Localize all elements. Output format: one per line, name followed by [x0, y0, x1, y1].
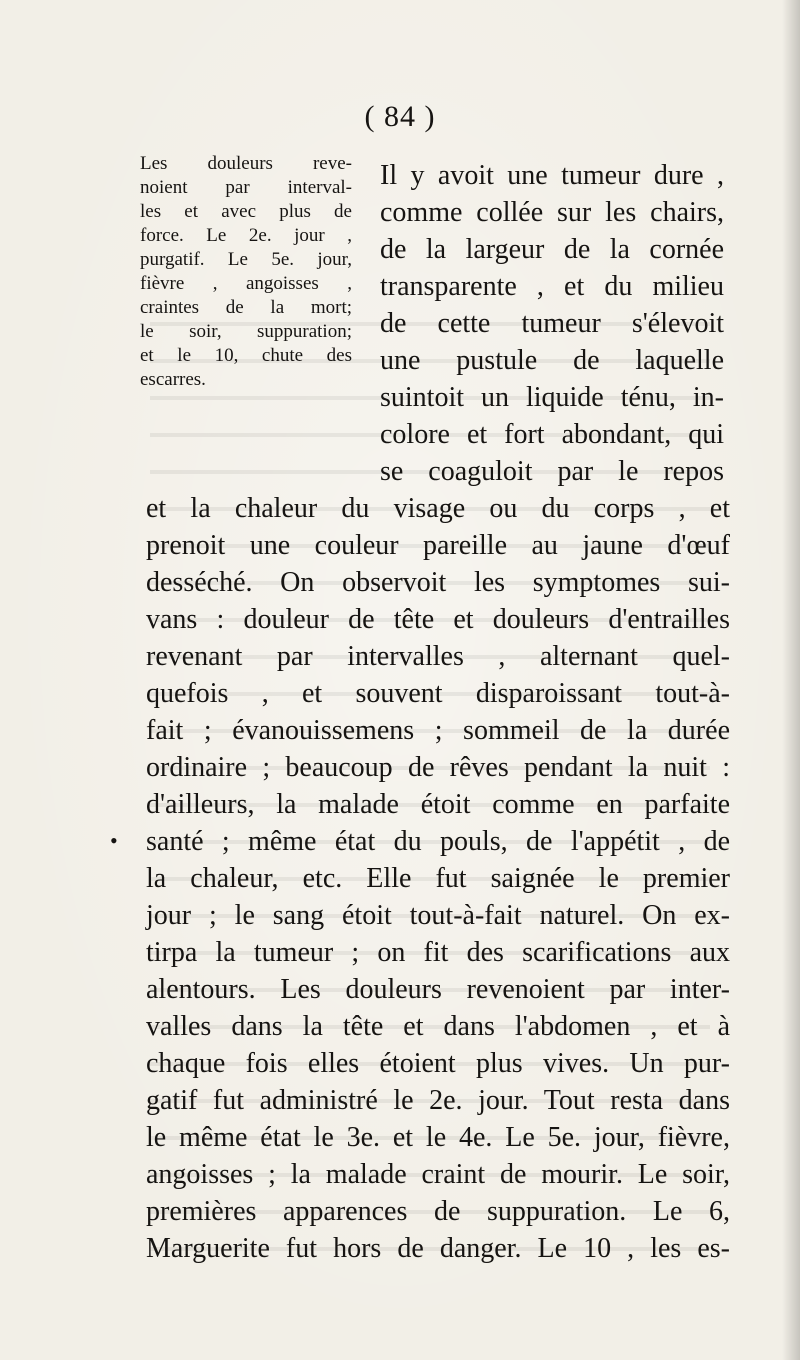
marginal-note-line: purgatif. Le 5e. jour,	[140, 249, 352, 270]
page-number: ( 84 )	[364, 100, 436, 133]
marginal-note-line: craintes de la mort;	[140, 297, 352, 318]
body-line: angoisses ; la malade craint de mourir. Le soir,	[146, 1159, 730, 1190]
body-line: fait ; évanouissemens ; sommeil de la durée	[146, 715, 730, 746]
body-line: Il y avoit une tumeur dure ,	[380, 160, 724, 191]
body-line: santé ; même état du pouls, de l'appétit , de	[146, 826, 730, 857]
marginal-note-line: les et avec plus de	[140, 201, 352, 222]
margin-mark: •	[110, 828, 118, 853]
body-line: tirpa la tumeur ; on fit des scarifications aux	[146, 937, 730, 968]
body-line: quefois , et souvent disparoissant tout-à-	[146, 678, 730, 709]
marginal-note-line: le soir, suppuration;	[140, 321, 352, 342]
body-line: jour ; le sang étoit tout-à-fait naturel. On ex-	[146, 900, 730, 931]
body-line: de cette tumeur s'élevoit	[380, 308, 724, 339]
marginal-note-line: fièvre , angoisses ,	[140, 273, 352, 294]
body-line: une pustule de laquelle	[380, 345, 724, 376]
marginal-note-line: Les douleurs reve-	[140, 153, 352, 174]
body-line: ordinaire ; beaucoup de rêves pendant la nuit :	[146, 752, 730, 783]
body-line: valles dans la tête et dans l'abdomen , et à	[146, 1011, 730, 1042]
marginal-note-line: noient par interval-	[140, 177, 352, 198]
body-line: gatif fut administré le 2e. jour. Tout resta dans	[146, 1085, 730, 1116]
body-line: comme collée sur les chairs,	[380, 197, 724, 228]
marginal-note	[140, 152, 352, 392]
body-line: et la chaleur du visage ou du corps , et	[146, 493, 730, 524]
marginal-note-line: force. Le 2e. jour ,	[140, 225, 352, 246]
body-line: revenant par intervalles , alternant quel-	[146, 641, 730, 672]
body-line: Marguerite fut hors de danger. Le 10 , les es-	[146, 1233, 730, 1264]
body-line: alentours. Les douleurs revenoient par inter-	[146, 974, 730, 1005]
body-line: prenoit une couleur pareille au jaune d'œuf	[146, 530, 730, 561]
body-line: chaque fois elles étoient plus vives. Un pur-	[146, 1048, 730, 1079]
marginal-note-line: et le 10, chute des	[140, 345, 352, 366]
body-line: la chaleur, etc. Elle fut saignée le premier	[146, 863, 730, 894]
body-line: le même état le 3e. et le 4e. Le 5e. jour, fièvre,	[146, 1122, 730, 1153]
page-edge-shadow	[782, 0, 800, 1360]
body-line: transparente , et du milieu	[380, 271, 724, 302]
body-line: premières apparences de suppuration. Le 6,	[146, 1196, 730, 1227]
body-line: colore et fort abondant, qui	[380, 419, 724, 450]
body-line: de la largeur de la cornée	[380, 234, 724, 265]
body-line: vans : douleur de tête et douleurs d'entrailles	[146, 604, 730, 635]
body-line: se coaguloit par le repos	[380, 456, 724, 487]
body-line: desséché. On observoit les symptomes sui-	[146, 567, 730, 598]
marginal-note-line: escarres.	[140, 369, 206, 390]
body-line: suintoit un liquide ténu, in-	[380, 382, 724, 413]
body-line: d'ailleurs, la malade étoit comme en parfaite	[146, 789, 730, 820]
